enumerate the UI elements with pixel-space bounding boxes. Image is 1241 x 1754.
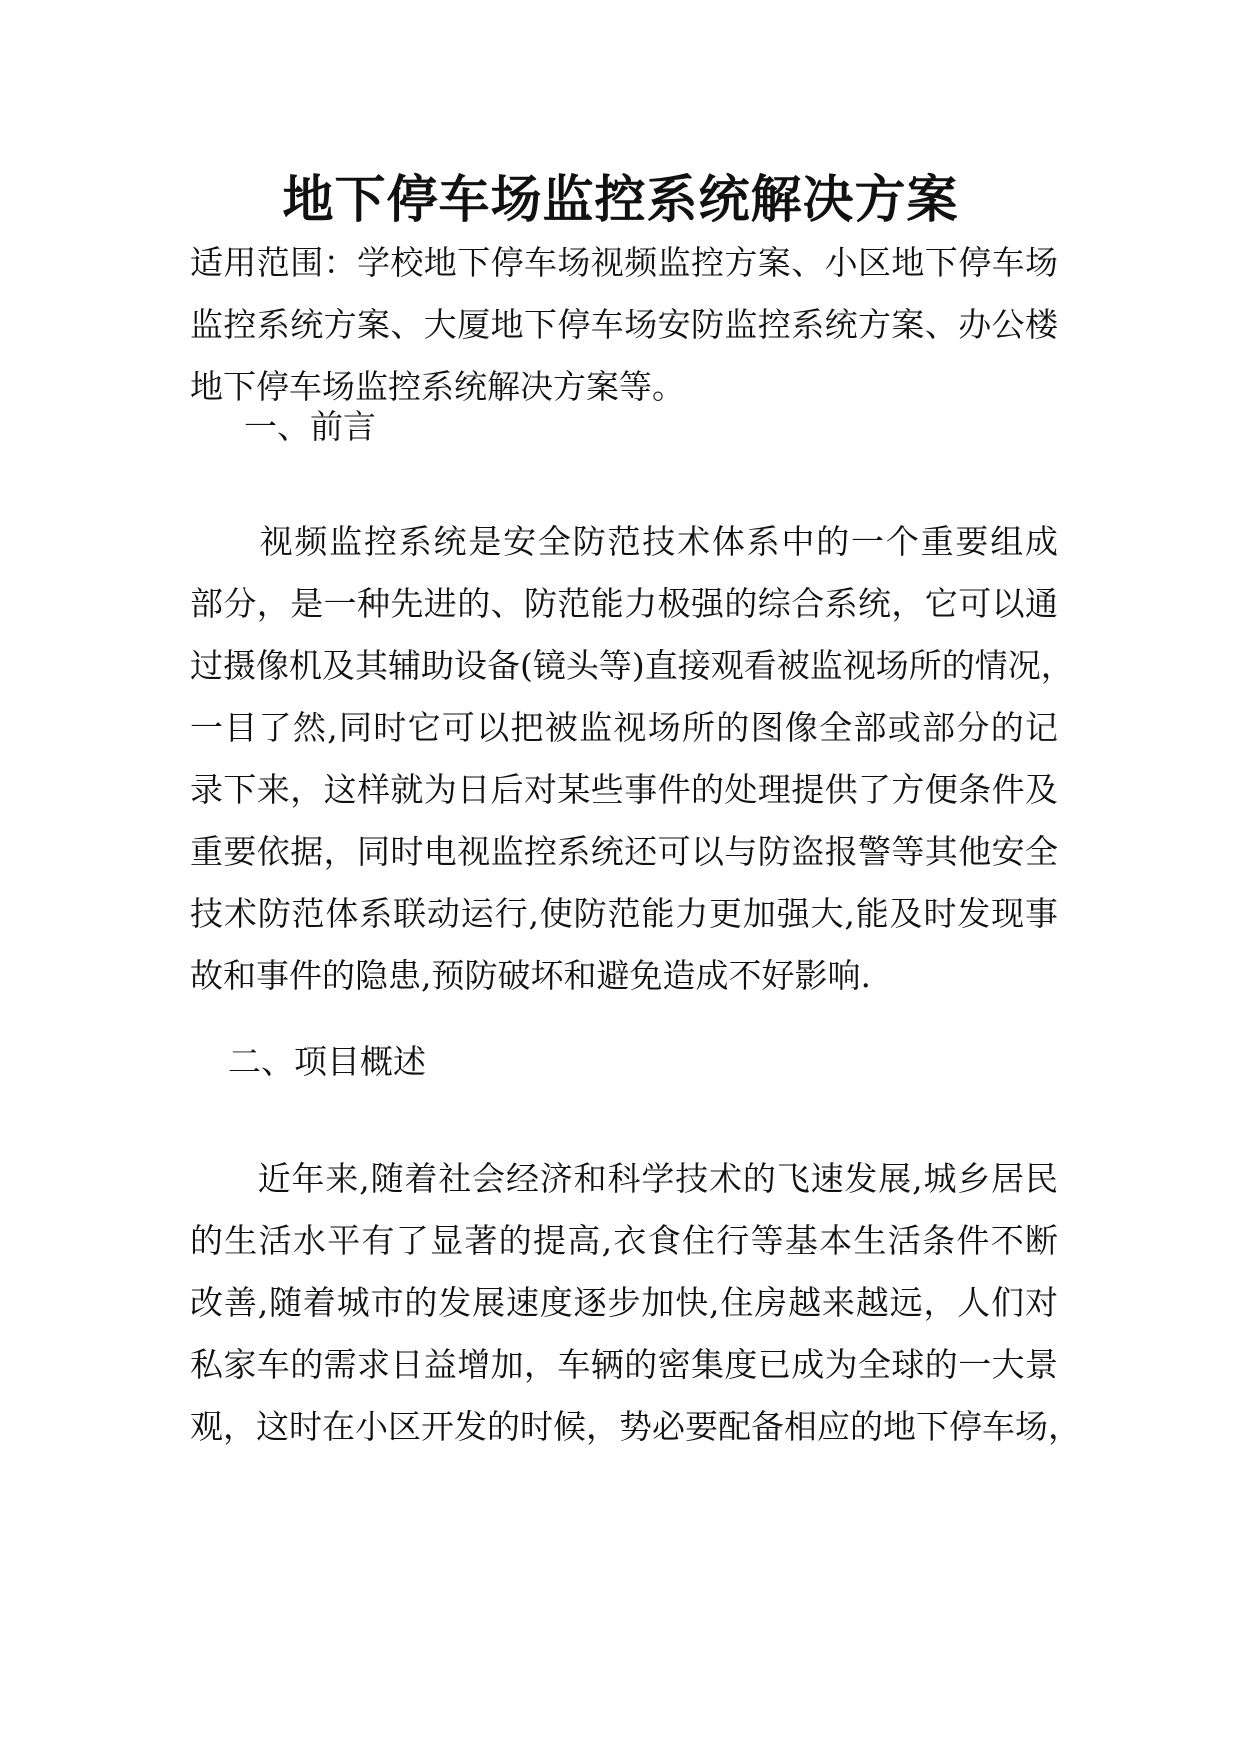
preface-line: 录下来，这样就为日后对某些事件的处理提供了方便条件及 <box>190 770 1058 809</box>
overview-paragraph <box>190 1148 1081 1458</box>
preface-line: 视频监控系统是安全防范技术体系中的一个重要组成 <box>190 522 1058 561</box>
overview-line: 私家车的需求日益增加，车辆的密集度已成为全球的一大景 <box>190 1345 1058 1384</box>
overview-line: 的生活水平有了显著的提高,衣食住行等基本生活条件不断 <box>190 1221 1058 1260</box>
overview-line: 观，这时在小区开发的时候，势必要配备相应的地下停车场， <box>190 1407 1081 1446</box>
section-heading-preface: 一、前言 <box>244 407 376 446</box>
preface-line: 一目了然,同时它可以把被监视场所的图像全部或部分的记 <box>190 708 1058 747</box>
preface-line: 过摄像机及其辅助设备(镜头等)直接观看被监视场所的情况， <box>190 646 1074 685</box>
scope-line: 适用范围：学校地下停车场视频监控方案、小区地下停车场 <box>190 243 1058 282</box>
section-heading-overview: 二、项目概述 <box>228 1042 426 1081</box>
scope-paragraph <box>190 232 1058 418</box>
document-title: 地下停车场监控系统解决方案 <box>282 170 959 230</box>
preface-line: 重要依据，同时电视监控系统还可以与防盗报警等其他安全 <box>190 832 1058 871</box>
overview-line: 改善,随着城市的发展速度逐步加快,住房越来越远，人们对 <box>190 1283 1058 1322</box>
preface-paragraph <box>190 511 1074 1007</box>
scope-line: 地下停车场监控系统解决方案等。 <box>190 367 685 406</box>
preface-line: 技术防范体系联动运行,使防范能力更加强大,能及时发现事 <box>190 894 1058 933</box>
preface-line: 部分，是一种先进的、防范能力极强的综合系统，它可以通 <box>190 584 1058 623</box>
scope-line: 监控系统方案、大厦地下停车场安防监控系统方案、办公楼 <box>190 305 1058 344</box>
preface-line: 故和事件的隐患,预防破坏和避免造成不好影响. <box>190 956 871 995</box>
overview-line: 近年来,随着社会经济和科学技术的飞速发展,城乡居民 <box>190 1159 1058 1198</box>
